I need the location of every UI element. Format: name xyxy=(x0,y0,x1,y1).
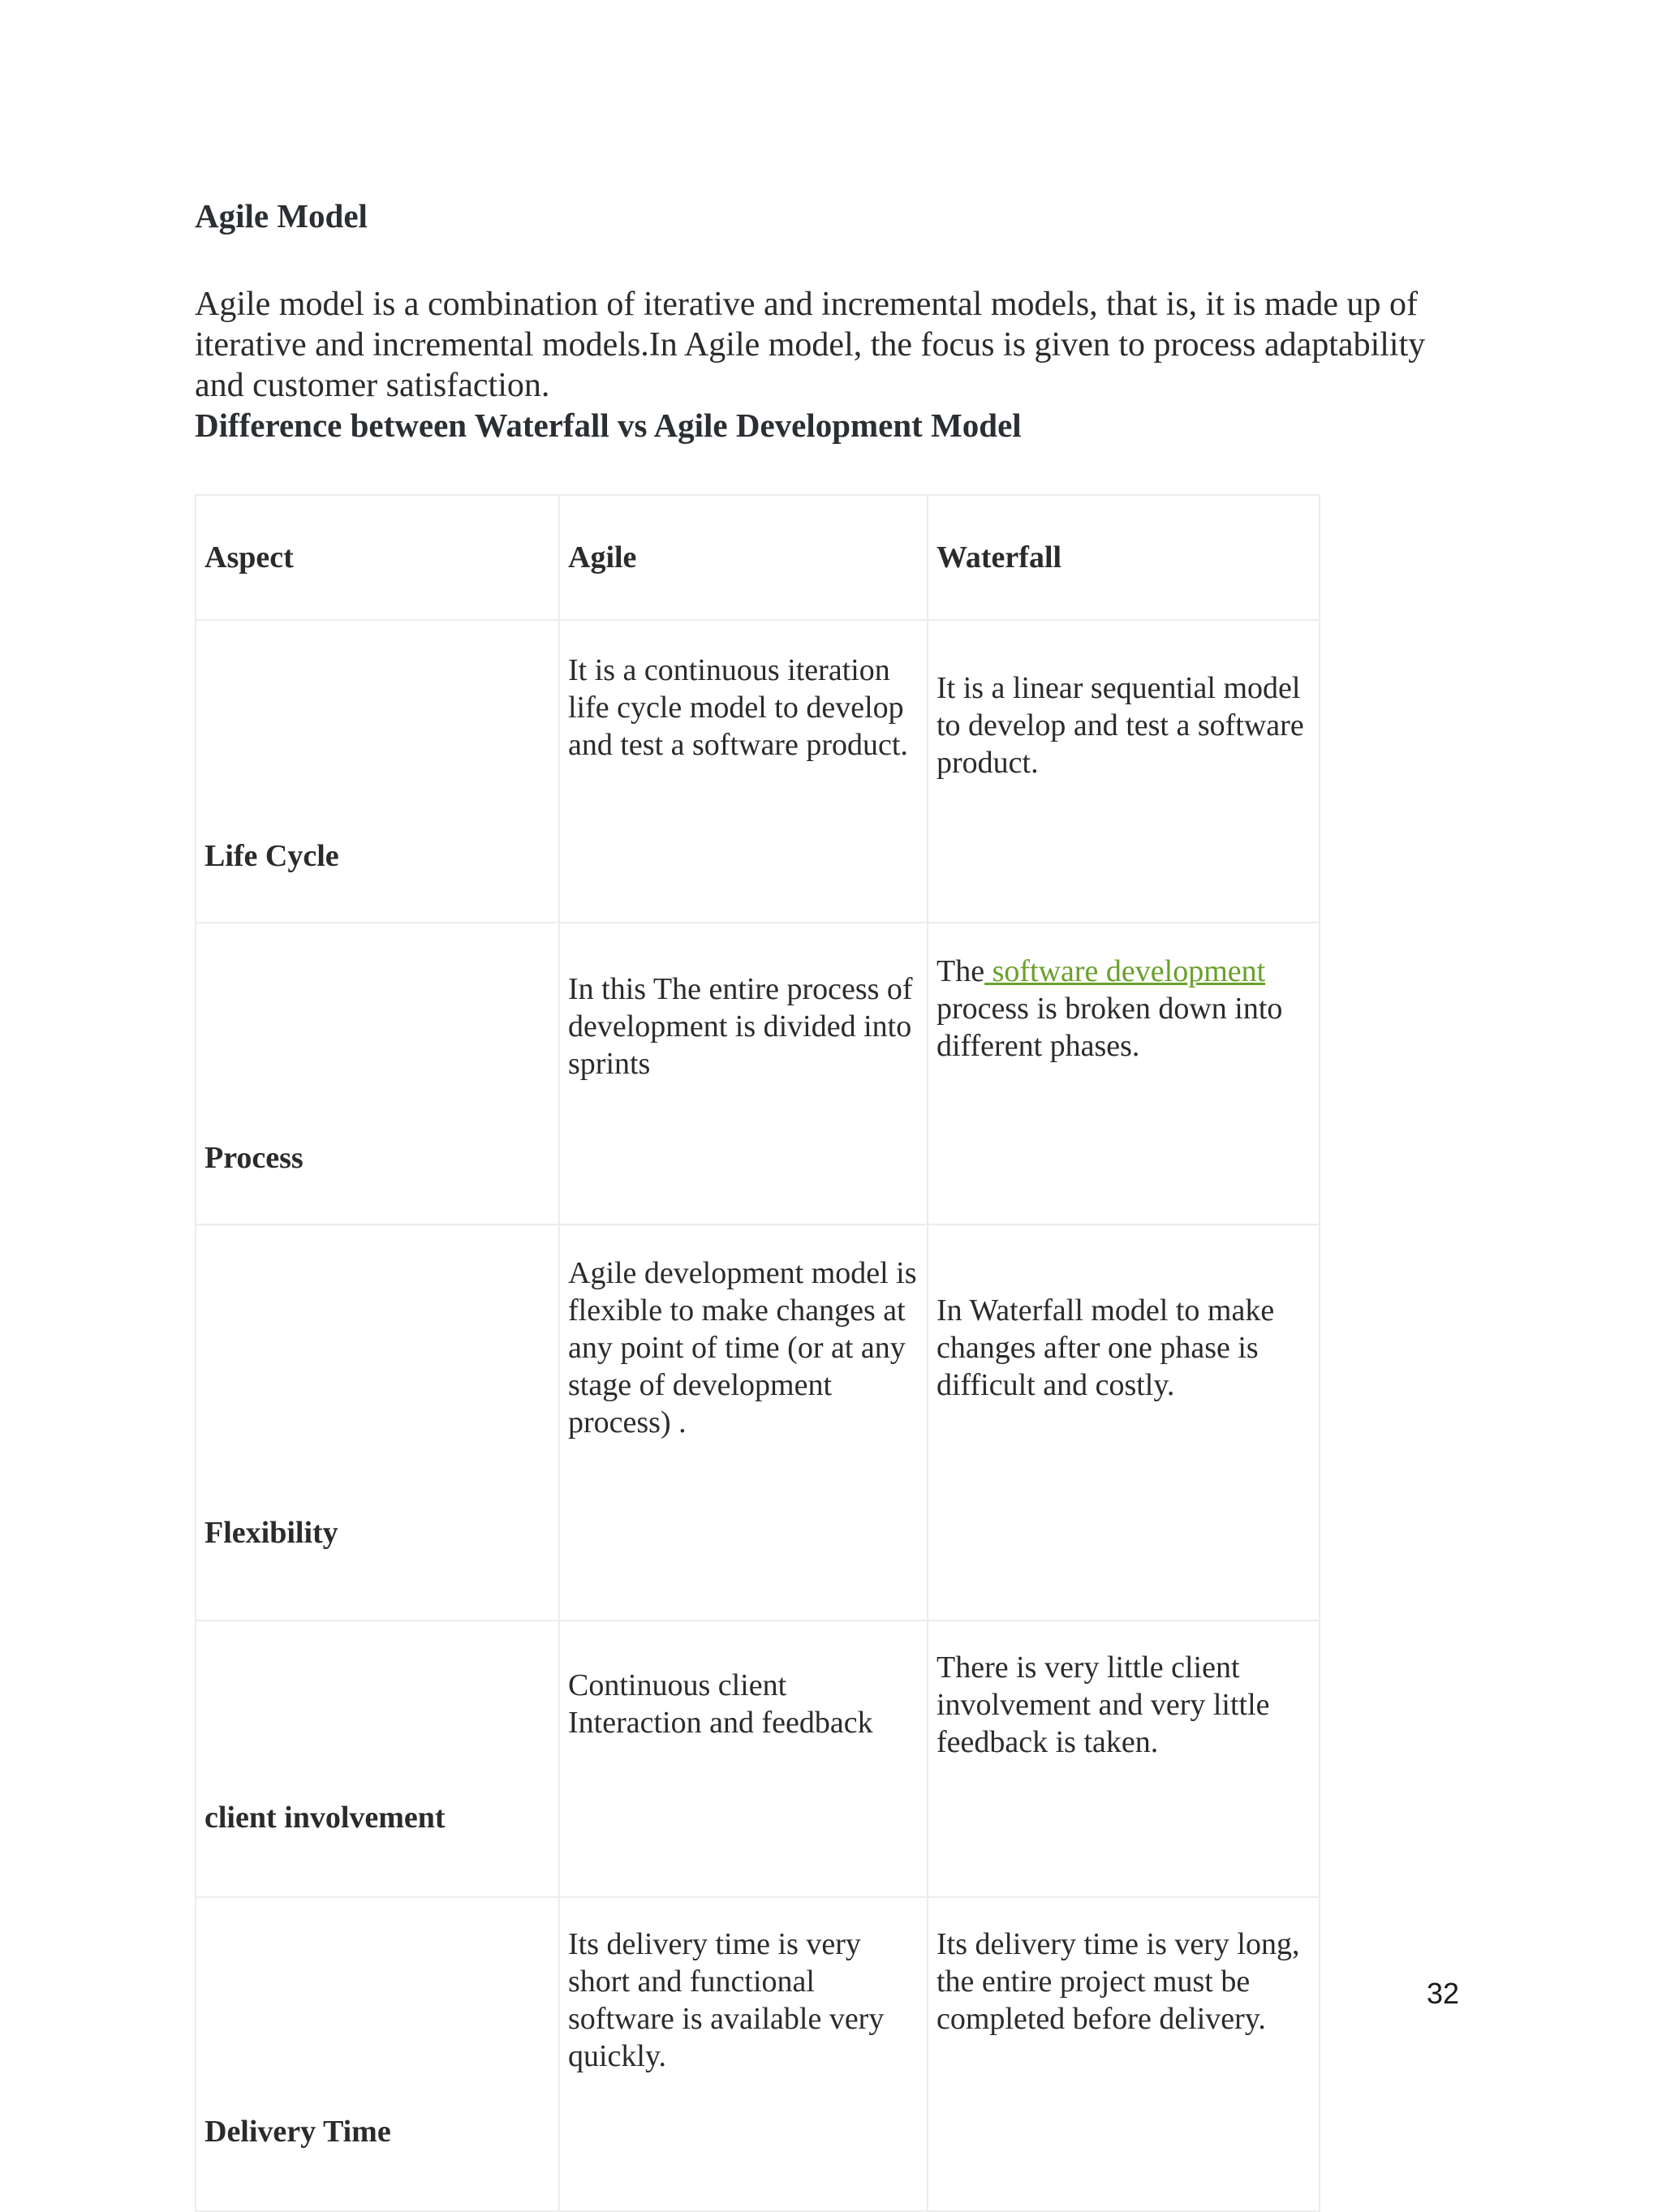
table-header-row xyxy=(196,495,1320,620)
table-row xyxy=(196,1897,1320,2211)
header-waterfall: Waterfall xyxy=(928,495,1320,620)
section-subtitle: Difference between Waterfall vs Agile Development Model xyxy=(195,407,1022,444)
software-development-link[interactable]: software development xyxy=(984,954,1266,988)
waterfall-cell xyxy=(928,923,1320,1224)
waterfall-text-prefix: The xyxy=(936,954,985,988)
aspect-label: Process xyxy=(205,1141,304,1175)
agile-cell: Continuous client Interaction and feedback xyxy=(559,1620,928,1897)
table-row xyxy=(196,1224,1320,1620)
aspect-label: client involvement xyxy=(205,1801,446,1835)
waterfall-cell: In Waterfall model to make changes after one phase is difficult and costly. xyxy=(928,1224,1320,1620)
waterfall-cell: There is very little client involvement and very little feedback is taken. xyxy=(928,1620,1320,1897)
agile-cell: In this The entire process of development is divided into sprints xyxy=(559,923,928,1224)
header-agile: Agile xyxy=(559,495,928,620)
aspect-cell xyxy=(196,1620,559,1897)
waterfall-cell: Its delivery time is very long, the entire project must be completed before delivery. xyxy=(928,1897,1320,2211)
agile-cell: Agile development model is flexible to make changes at any point of time (or at any stage of development process) . xyxy=(559,1224,928,1620)
aspect-cell xyxy=(196,923,559,1224)
aspect-cell xyxy=(196,620,559,923)
table-row xyxy=(196,923,1320,1224)
agile-cell: Its delivery time is very short and functional software is available very quickly. xyxy=(559,1897,928,2211)
aspect-label: Delivery Time xyxy=(205,2115,391,2149)
table-row xyxy=(196,1620,1320,1897)
comparison-table xyxy=(195,494,1320,2212)
intro-paragraph: Agile model is a combination of iterative and incremental models, that is, it is made up of iterative and incremental models.In Agile model, the focus is given to process adaptability and customer satisfaction. xyxy=(195,286,1426,404)
aspect-label: Flexibility xyxy=(205,1516,338,1550)
page-title: Agile Model xyxy=(195,197,368,235)
aspect-cell xyxy=(196,1897,559,2211)
aspect-label: Life Cycle xyxy=(205,839,339,873)
header-aspect: Aspect xyxy=(196,495,559,620)
page-number: 32 xyxy=(1427,1977,1460,2010)
table-row xyxy=(196,620,1320,923)
waterfall-text-suffix: process is broken down into different phases. xyxy=(936,992,1283,1063)
waterfall-cell: It is a linear sequential model to develop and test a software product. xyxy=(928,620,1320,923)
agile-cell: It is a continuous iteration life cycle model to develop and test a software product. xyxy=(559,620,928,923)
aspect-cell xyxy=(196,1224,559,1620)
